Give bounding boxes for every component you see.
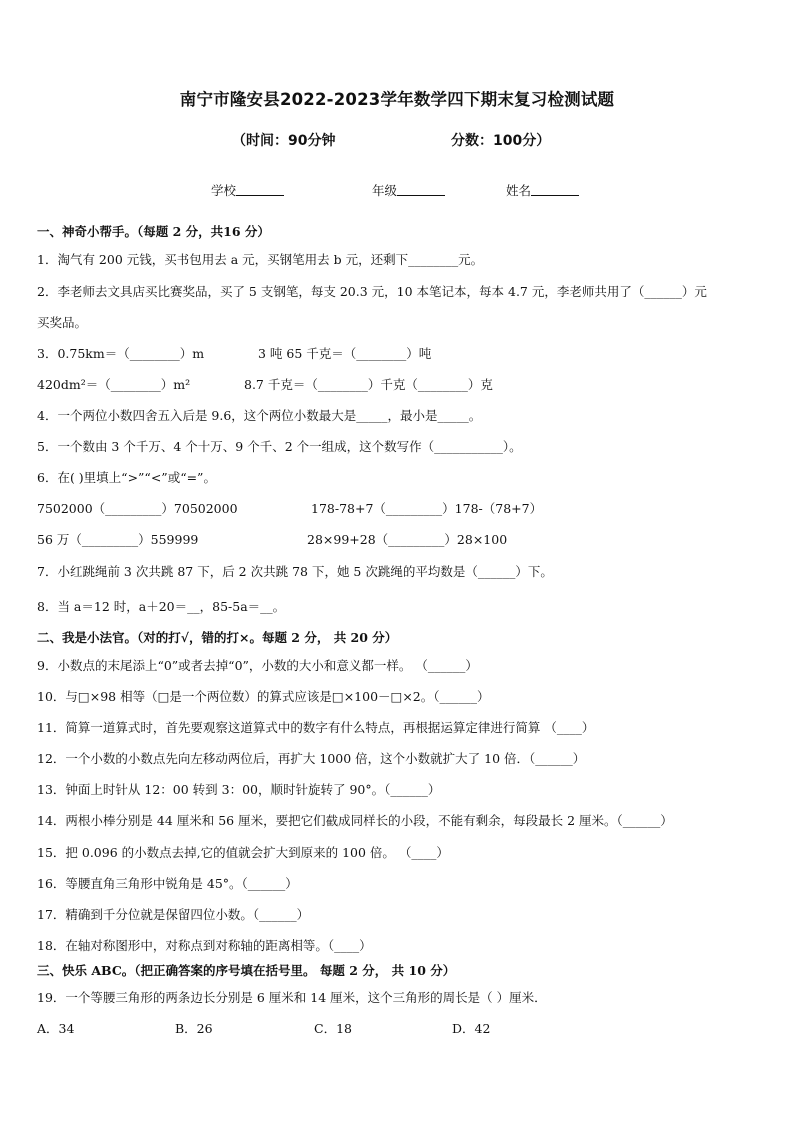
grade-field	[372, 181, 445, 199]
question-4: 4．一个两位小数四舍五入后是 9.6，这个两位小数最大是_____，最小是_____。	[37, 408, 482, 423]
question-11: 11．简算一道算式时，首先要观察这道算式中的数字有什么特点，再根据运算定律进行简算 （____）	[37, 720, 595, 735]
exam-score: 分数：100分）	[451, 133, 551, 149]
school-blank	[236, 183, 284, 196]
question-9: 9．小数点的末尾添上“0”或者去掉“0”，小数的大小和意义都一样。 （______）	[37, 658, 478, 673]
question-12: 12．一个小数的小数点先向左移动两位后，再扩大 1000 倍，这个小数就扩大了 10 倍．（______）	[37, 751, 586, 766]
question-3b: 3 吨 65 千克＝（________）吨	[258, 346, 432, 361]
question-6c: 56 万（_________）559999	[37, 532, 199, 547]
question-2: 2．李老师去文具店买比赛奖品，买了 5 支钢笔，每支 20.3 元，10 本笔记本，每本 4.7 元，李老师共用了（______）元	[37, 284, 707, 299]
question-16: 16．等腰直角三角形中锐角是 45°。（______）	[37, 876, 298, 891]
question-7: 7．小红跳绳前 3 次共跳 87 下，后 2 次共跳 78 下，她 5 次跳绳的平均数是（______）下。	[37, 564, 553, 579]
school-field	[211, 181, 284, 199]
question-6a: 7502000（_________）70502000	[37, 501, 238, 516]
grade-blank	[397, 183, 445, 196]
option-a: A．34	[37, 1021, 75, 1036]
question-6b: 178-78+7（_________）178-（78+7）	[311, 501, 543, 516]
exam-time: （时间：90分钟	[232, 133, 336, 149]
option-c: C．18	[314, 1021, 352, 1036]
question-14: 14．两根小棒分别是 44 厘米和 56 厘米，要把它们截成同样长的小段，不能有剩余，每段最长 2 厘米。（______）	[37, 813, 673, 828]
question-6d: 28×99+28（_________）28×100	[307, 532, 508, 547]
question-6: 6．在( )里填上“>”“<”或“=”。	[37, 470, 216, 485]
grade-label: 年级	[372, 183, 398, 198]
school-label: 学校	[211, 183, 237, 198]
question-8: 8．当 a＝12 时，a＋20＝__，85-5a＝__。	[37, 599, 286, 614]
question-10: 10．与□×98 相等（□是一个两位数）的算式应该是□×100－□×2。（______）	[37, 689, 490, 704]
question-17: 17．精确到千分位就是保留四位小数。（______）	[37, 907, 310, 922]
option-d: D．42	[452, 1021, 491, 1036]
name-field	[506, 181, 579, 199]
question-1: 1．淘气有 200 元钱，买书包用去 a 元，买钢笔用去 b 元，还剩下________元。	[37, 252, 484, 267]
page-title: 南宁市隆安县2022-2023学年数学四下期末复习检测试题	[179, 90, 615, 109]
question-15: 15．把 0.096 的小数点去掉,它的值就会扩大到原来的 100 倍。 （____）	[37, 845, 449, 860]
question-13: 13．钟面上时针从 12：00 转到 3：00，顺时针旋转了 90°。（______）	[37, 782, 441, 797]
section2-heading: 二、我是小法官。（对的打√，错的打×。每题 2 分， 共 20 分）	[37, 630, 398, 645]
section1-heading: 一、神奇小帮手。（每题 2 分，共16 分）	[37, 224, 270, 239]
question-3d: 8.7 千克＝（________）千克（________）克	[244, 377, 493, 392]
option-b: B．26	[175, 1021, 213, 1036]
name-label: 姓名	[506, 183, 532, 198]
question-19: 19．一个等腰三角形的两条边长分别是 6 厘米和 14 厘米，这个三角形的周长是（ ）厘米．	[37, 990, 547, 1005]
question-3c: 420dm²＝（________）m²	[37, 377, 191, 392]
section3-heading: 三、快乐 ABC。（把正确答案的序号填在括号里。 每题 2 分， 共 10 分）	[37, 963, 456, 978]
question-2-cont: 买奖品。	[37, 315, 88, 330]
name-blank	[531, 183, 579, 196]
question-18: 18．在轴对称图形中，对称点到对称轴的距离相等。（____）	[37, 938, 372, 953]
question-5: 5．一个数由 3 个千万、4 个十万、9 个千、2 个一组成，这个数写作（___________）。	[37, 439, 522, 454]
question-3a: 3．0.75km＝（________）m	[37, 346, 205, 361]
